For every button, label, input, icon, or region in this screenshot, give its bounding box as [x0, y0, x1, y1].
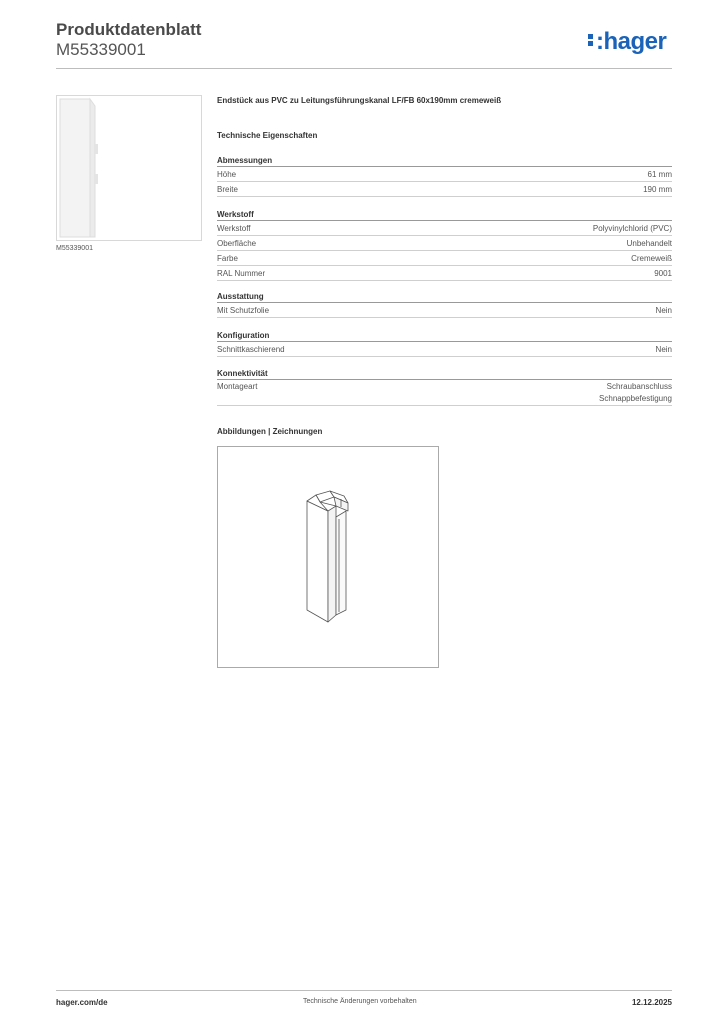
section-equipment	[217, 292, 672, 318]
section-heading: Werkstoff	[217, 210, 672, 221]
tech-properties-heading: Technische Eigenschaften	[217, 131, 318, 140]
row-label: RAL Nummer	[217, 269, 266, 278]
row-value: Polyvinylchlorid (PVC)	[592, 224, 672, 233]
row-label: Mit Schutzfolie	[217, 306, 270, 315]
footer-website-link[interactable]: hager.com/de	[56, 998, 108, 1007]
section-connectivity	[217, 369, 672, 406]
row-label: Farbe	[217, 254, 238, 263]
footer-date: 12.12.2025	[631, 998, 672, 1007]
product-drawing	[217, 446, 439, 668]
logo-text: :hager	[596, 28, 667, 55]
row-label: Schnittkaschierend	[217, 345, 285, 354]
footer-notice: Technische Änderungen vorbehalten	[303, 998, 417, 1005]
product-thumbnail-image	[57, 96, 201, 240]
row-value: 61 mm	[647, 170, 672, 179]
row-value: 190 mm	[643, 185, 672, 194]
row-value: Nein	[655, 345, 672, 354]
section-heading: Konfiguration	[217, 331, 672, 342]
end-cap-drawing	[218, 447, 438, 667]
row-label: Höhe	[217, 170, 237, 179]
table-row	[217, 236, 672, 251]
table-row	[217, 221, 672, 236]
table-row	[217, 342, 672, 357]
section-heading: Abmessungen	[217, 156, 672, 167]
figures-heading: Abbildungen | Zeichnungen	[217, 427, 323, 436]
footer-divider	[56, 990, 672, 991]
row-label: Oberfläche	[217, 239, 257, 248]
table-row	[217, 303, 672, 318]
row-value: Nein	[655, 306, 672, 315]
row-label: Montageart	[217, 382, 258, 391]
thumbnail-caption: M55339001	[56, 245, 93, 252]
logo-dots-icon	[588, 28, 596, 48]
row-label: Werkstoff	[217, 224, 251, 233]
row-value: 9001	[654, 269, 672, 278]
product-thumbnail	[56, 95, 202, 241]
hager-logo	[588, 28, 666, 56]
product-description: Endstück aus PVC zu Leitungsführungskanal LF/FB 60x190mm cremeweiß	[217, 96, 502, 105]
section-configuration	[217, 331, 672, 357]
table-row	[217, 251, 672, 266]
table-row	[217, 266, 672, 281]
row-value-line: Schnappbefestigung	[599, 394, 672, 403]
header-divider	[56, 68, 672, 69]
row-value: Unbehandelt	[626, 239, 672, 248]
row-label: Breite	[217, 185, 238, 194]
section-heading: Ausstattung	[217, 292, 672, 303]
table-row	[217, 182, 672, 197]
row-value-line: Schraubanschluss	[606, 382, 672, 391]
row-value: Cremeweiß	[631, 254, 672, 263]
section-dimensions	[217, 156, 672, 197]
section-heading: Konnektivität	[217, 369, 672, 380]
product-code: M55339001	[56, 40, 146, 59]
page-title: Produktdatenblatt	[56, 20, 202, 39]
row-value	[599, 381, 672, 405]
table-row	[217, 380, 672, 406]
section-material	[217, 210, 672, 281]
table-row	[217, 167, 672, 182]
